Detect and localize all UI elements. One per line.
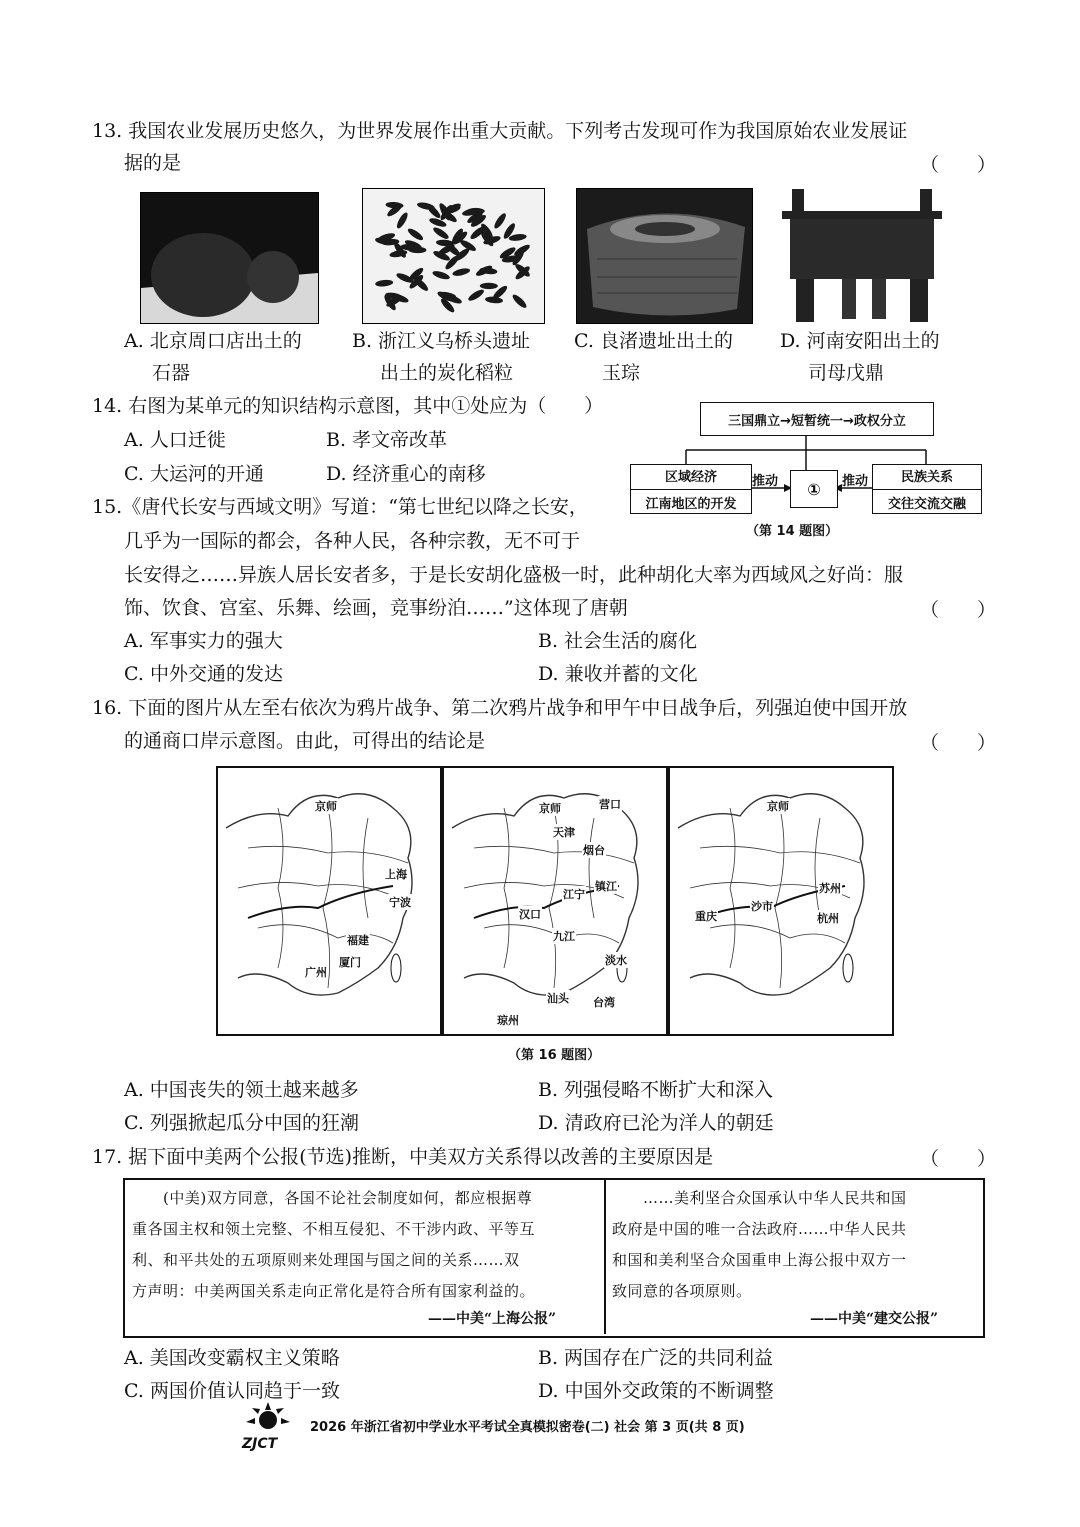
q17-establishment-communique-source: ——中美“建交公报” (810, 1311, 939, 1327)
q15-answer-paren: （ ） (920, 599, 997, 621)
q14-diagram-left-sub: 江南地区的开发 (631, 489, 751, 512)
q17-right-line: 政府是中国的唯一合法政府……中华人民共 (612, 1220, 907, 1238)
map2-label-yingkou: 营口 (599, 798, 621, 811)
q14-diagram-right-sub: 交往交流交融 (873, 489, 981, 512)
q14-diagram-right-title: 民族关系 (900, 470, 953, 485)
map2-label-taiwan: 台湾 (593, 996, 615, 1009)
q15-option-c[interactable]: C. 中外交通的发达 (124, 663, 283, 685)
q14-diagram-top-box: 三国鼎立→短暂统一→政权分立 (700, 402, 934, 436)
map2-label-yantai: 烟台 (583, 844, 605, 857)
q17-left-line: 利、和平共处的五项原则来处理国与国之间的关系……双 (132, 1251, 520, 1269)
q14-option-a[interactable]: A. 人口迁徙 (124, 429, 226, 451)
map1-label-jingshi: 京师 (315, 800, 337, 813)
q17-box-divider (604, 1178, 606, 1334)
q14-option-d[interactable]: D. 经济重心的南移 (326, 463, 486, 485)
q13-option-c[interactable] (574, 325, 733, 389)
q14-diagram-arrow-label-right: 推动 (842, 474, 869, 489)
q17-shanghai-communique-text (132, 1183, 535, 1307)
q13-answer-paren: （ ） (920, 154, 997, 176)
map2-label-shantou: 汕头 (547, 992, 569, 1005)
map2-label-tianjin: 天津 (553, 826, 575, 839)
publisher-logo-text: ZJCT (242, 1436, 278, 1452)
q16-map-opium-war (216, 766, 442, 1036)
map2-label-qiongzhou: 琼州 (497, 1014, 519, 1027)
map1-label-fujian: 福建 (347, 934, 369, 947)
map1-label-ningbo: 宁波 (389, 896, 411, 909)
map1-label-xiamen: 厦门 (339, 956, 361, 969)
q14-diagram-left-box (630, 464, 752, 514)
publisher-logo (236, 1400, 300, 1452)
q13-option-d-line1: D. 河南安阳出土的 (780, 330, 940, 352)
q13-option-c-line1: C. 良渚遗址出土的 (574, 330, 733, 352)
q14-option-b[interactable]: B. 孝文帝改革 (326, 429, 448, 451)
q13-option-a[interactable] (124, 325, 302, 389)
q16-answer-paren: （ ） (920, 732, 997, 754)
q13-option-a-line1: A. 北京周口店出土的 (124, 330, 302, 352)
q14-diagram-caption: （第 14 题图） (746, 524, 839, 539)
q15-stem-line1: 15.《唐代长安与西域文明》写道：“第七世纪以降之长安， (92, 496, 588, 518)
q15-option-d[interactable]: D. 兼收并蓄的文化 (538, 663, 698, 685)
q16-map-caption: （第 16 题图） (508, 1048, 601, 1063)
q17-left-line: 方声明：中美两国关系走向正常化是符合所有国家利益的。 (132, 1282, 536, 1300)
q17-shanghai-communique-source: ——中美“上海公报” (428, 1311, 557, 1327)
q15-stem-line2: 几乎为一国际的都会，各种人民，各种宗教，无不可于 (124, 530, 581, 552)
q14-option-c[interactable]: C. 大运河的开通 (124, 463, 264, 485)
q16-option-a[interactable]: A. 中国丧失的领土越来越多 (124, 1079, 359, 1101)
q16-option-c[interactable]: C. 列强掀起瓜分中国的狂潮 (124, 1112, 359, 1134)
map3-label-hangzhou: 杭州 (817, 912, 839, 925)
q13-option-d[interactable] (780, 325, 940, 389)
q15-option-b[interactable]: B. 社会生活的腐化 (538, 630, 698, 652)
q13-photo-stone-tools (140, 192, 319, 324)
q17-stem: 17. 据下面中美两个公报(节选)推断，中美双方关系得以改善的主要原因是 (92, 1146, 714, 1168)
q13-option-c-line2: 玉琮 (602, 362, 641, 384)
q13-option-b-line2: 出土的炭化稻粒 (380, 362, 514, 384)
q14-diagram-center-box: ① (790, 470, 838, 508)
map3-label-suzhou: 苏州 (819, 882, 841, 895)
q13-photo-carbonized-rice (362, 188, 545, 324)
q14-diagram-arrow-label-left: 推动 (752, 474, 779, 489)
q13-photo-jade-cong (576, 188, 753, 324)
q16-stem-line1: 16. 下面的图片从左至右依次为鸦片战争、第二次鸦片战争和甲午中日战争后，列强迫使中国开放 (92, 697, 908, 719)
map3-label-jingshi: 京师 (767, 800, 789, 813)
q17-left-line: (中美)双方同意，各国不论社会制度如何，都应根据尊 (132, 1189, 533, 1207)
map1-label-shanghai: 上海 (385, 868, 407, 881)
q17-right-line: 致同意的各项原则。 (612, 1282, 752, 1300)
q17-left-line: 重各国主权和领土完整、不相互侵犯、不干涉内政、平等互 (132, 1220, 536, 1238)
q15-stem-line3: 长安得之……异族人居长安者多，于是长安胡化盛极一时，此种胡化大率为西域风之好尚：服 (124, 564, 904, 586)
q17-answer-paren: （ ） (920, 1148, 997, 1170)
q17-right-line: 和国和美利坚合众国重申上海公报中双方一 (612, 1251, 907, 1269)
q16-option-b[interactable]: B. 列强侵略不断扩大和深入 (538, 1079, 774, 1101)
q17-establishment-communique-text (612, 1183, 907, 1307)
q13-stem-line2: 据的是 (124, 152, 182, 174)
q17-option-b[interactable]: B. 两国存在广泛的共同利益 (538, 1347, 774, 1369)
map2-label-jiangning: 江宁 (563, 888, 585, 901)
q14-diagram-left-title: 区域经济 (664, 470, 717, 485)
q16-option-d[interactable]: D. 清政府已沦为洋人的朝廷 (538, 1112, 774, 1134)
map2-label-hankou: 汉口 (519, 908, 541, 921)
q16-stem-line2: 的通商口岸示意图。由此，可得出的结论是 (124, 730, 486, 752)
q13-option-b[interactable] (352, 325, 530, 389)
q13-stem-line1: 13. 我国农业发展历史悠久，为世界发展作出重大贡献。下列考古发现可作为我国原始农业发展证 (92, 120, 908, 142)
q15-stem-line4: 饰、饮食、宫室、乐舞、绘画，竞事纷泊……”这体现了唐朝 (124, 597, 628, 619)
q17-right-line: ……美利坚合众国承认中华人民共和国 (612, 1189, 907, 1207)
map2-label-danshui: 淡水 (605, 954, 627, 967)
q17-option-d[interactable]: D. 中国外交政策的不断调整 (538, 1380, 774, 1402)
q13-option-a-line2: 石器 (152, 362, 191, 384)
map3-label-chongqing: 重庆 (695, 910, 717, 923)
q15-option-a[interactable]: A. 军事实力的强大 (124, 630, 283, 652)
map2-label-jingshi: 京师 (539, 802, 561, 815)
q16-map-sino-japanese-war (668, 766, 894, 1036)
q14-diagram-right-box (872, 464, 982, 514)
q13-option-d-line2: 司母戊鼎 (808, 362, 885, 384)
map2-label-jiujiang: 九江 (553, 930, 575, 943)
q13-option-b-line1: B. 浙江义乌桥头遗址 (352, 330, 531, 352)
page-footer: 2026 年浙江省初中学业水平考试全真模拟密卷(二) 社会 第 3 页(共 8 页) (310, 1420, 745, 1435)
map3-label-shashi: 沙市 (751, 900, 773, 913)
q17-option-c[interactable]: C. 两国价值认同趋于一致 (124, 1380, 340, 1402)
q16-map-second-opium-war (442, 766, 668, 1036)
q17-option-a[interactable]: A. 美国改变霸权主义策略 (124, 1347, 340, 1369)
q14-stem: 14. 右图为某单元的知识结构示意图，其中①处应为（ ） (92, 395, 604, 417)
map1-label-guangzhou: 广州 (305, 966, 327, 979)
q13-photo-simuwu-ding (782, 185, 942, 322)
map2-label-zhenjiang: 镇江 (595, 880, 617, 893)
